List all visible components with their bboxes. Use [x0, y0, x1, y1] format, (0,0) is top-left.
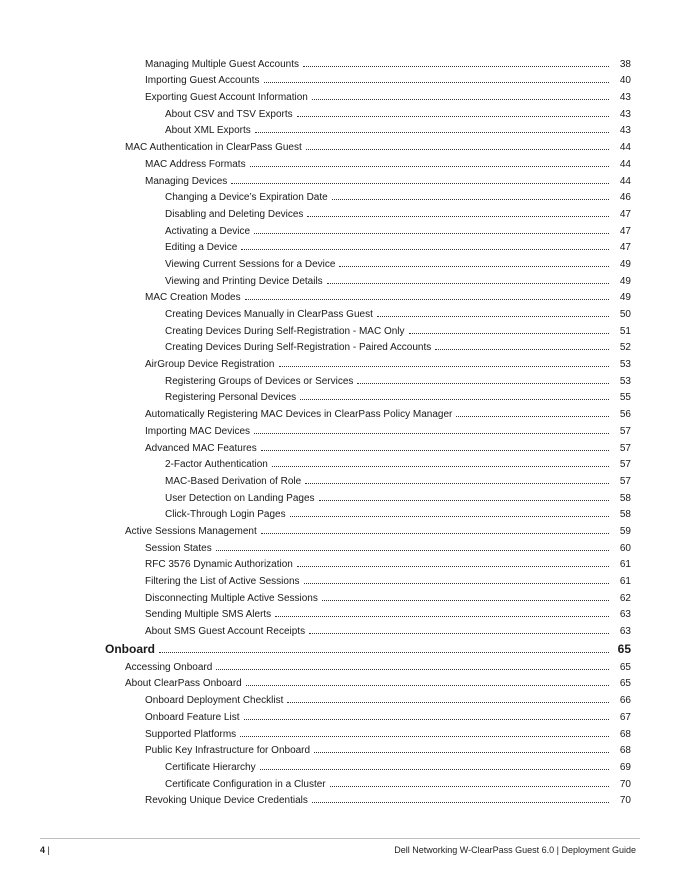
toc-entry-page: 44	[619, 158, 631, 170]
toc-entry-page: 60	[619, 542, 631, 554]
toc-entry-title: Exporting Guest Account Information	[145, 92, 308, 104]
dot-leader	[327, 283, 609, 284]
toc-entry-title: Registering Personal Devices	[165, 392, 297, 404]
toc-entry[interactable]	[0, 353, 680, 370]
toc-entry-title: About SMS Guest Account Receipts	[145, 626, 306, 638]
toc-entry-page: 53	[619, 359, 631, 371]
dot-leader	[305, 483, 609, 484]
toc-entry[interactable]	[0, 86, 680, 103]
toc-entry[interactable]	[0, 253, 680, 270]
toc-entry-page: 44	[619, 142, 631, 154]
toc-entry-page: 63	[619, 626, 631, 638]
toc-entry[interactable]	[0, 320, 680, 337]
page-number: 4	[40, 845, 46, 855]
toc-entry-title: Onboard Feature List	[145, 711, 240, 723]
footer-separator: |	[47, 845, 50, 855]
toc-entry-page: 46	[619, 192, 631, 204]
toc-entry-title: Automatically Registering MAC Devices in ClearPass Policy Manager	[145, 409, 453, 421]
dot-leader	[303, 66, 609, 67]
dot-leader	[216, 550, 609, 551]
footer-page-number	[40, 845, 50, 855]
dot-leader	[275, 616, 609, 617]
toc-entry-title: MAC Creation Modes	[145, 292, 241, 304]
toc-entry-title: Disabling and Deleting Devices	[165, 208, 304, 220]
toc-entry-page: 58	[619, 492, 631, 504]
dot-leader	[159, 652, 609, 653]
toc-entry-page: 47	[619, 208, 631, 220]
dot-leader	[297, 116, 609, 117]
toc-entry-page: 49	[619, 275, 631, 287]
toc-entry[interactable]	[0, 620, 680, 637]
toc-entry-page: 47	[619, 225, 631, 237]
toc-entry-page: 55	[619, 392, 631, 404]
dot-leader	[377, 316, 609, 317]
toc-entry[interactable]	[0, 470, 680, 487]
toc-entry-title: Managing Devices	[145, 175, 228, 187]
toc-entry[interactable]	[0, 287, 680, 304]
toc-entry-title: Importing MAC Devices	[145, 425, 251, 437]
toc-entry-title: Certificate Configuration in a Cluster	[165, 778, 326, 790]
toc-entry-page: 57	[619, 425, 631, 437]
toc-entry-page: 70	[619, 778, 631, 790]
toc-entry-title: Onboard Deployment Checklist	[145, 695, 284, 707]
toc-entry-title: Public Key Infrastructure for Onboard	[145, 745, 311, 757]
toc-entry[interactable]	[0, 604, 680, 621]
toc-entry-title: Activating a Device	[165, 225, 251, 237]
toc-entry-title: RFC 3576 Dynamic Authorization	[145, 559, 293, 571]
toc-entry[interactable]	[0, 740, 680, 757]
toc-entry-page: 44	[619, 175, 631, 187]
toc-entry-page: 49	[619, 258, 631, 270]
toc-entry-title: Click-Through Login Pages	[165, 509, 286, 521]
toc-entry-page: 68	[619, 728, 631, 740]
dot-leader	[254, 433, 609, 434]
toc-entry-page: 52	[619, 342, 631, 354]
dot-leader	[409, 333, 609, 334]
dot-leader	[255, 132, 609, 133]
dot-leader	[246, 685, 609, 686]
toc-entry[interactable]	[0, 706, 680, 723]
toc-entry-title: Session States	[145, 542, 212, 554]
dot-leader	[456, 416, 609, 417]
toc-entry-title: Viewing and Printing Device Details	[165, 275, 323, 287]
toc-entry-page: 70	[619, 795, 631, 807]
toc-entry-page: 51	[619, 325, 631, 337]
dot-leader	[330, 786, 609, 787]
toc-entry-title: Active Sessions Management	[125, 525, 257, 537]
toc-entry-page: 57	[619, 459, 631, 471]
toc-entry-title: Creating Devices During Self-Registration - Paired Accounts	[165, 342, 432, 354]
table-of-contents	[0, 53, 680, 806]
dot-leader	[261, 450, 609, 451]
toc-entry-page: 61	[619, 559, 631, 571]
toc-entry-page: 57	[619, 475, 631, 487]
dot-leader	[339, 266, 609, 267]
dot-leader	[240, 736, 609, 737]
toc-entry[interactable]	[0, 570, 680, 587]
toc-entry-page: 68	[619, 745, 631, 757]
toc-entry-page: 40	[619, 75, 631, 87]
toc-entry[interactable]	[0, 689, 680, 706]
dot-leader	[287, 702, 609, 703]
toc-entry-title: Editing a Device	[165, 242, 238, 254]
dot-leader	[272, 466, 609, 467]
toc-entry-title: Viewing Current Sessions for a Device	[165, 258, 336, 270]
dot-leader	[306, 149, 609, 150]
toc-entry-page: 57	[619, 442, 631, 454]
dot-leader	[279, 366, 610, 367]
dot-leader	[322, 600, 609, 601]
toc-entry-page: 65	[619, 678, 631, 690]
toc-entry-title: 2-Factor Authentication	[165, 459, 268, 471]
toc-entry-page: 63	[619, 609, 631, 621]
toc-entry[interactable]	[0, 487, 680, 504]
toc-entry[interactable]	[0, 120, 680, 137]
toc-entry-title: AirGroup Device Registration	[145, 359, 275, 371]
toc-entry[interactable]	[0, 303, 680, 320]
toc-entry-title: Creating Devices During Self-Registration - MAC Only	[165, 325, 405, 337]
toc-entry[interactable]	[0, 723, 680, 740]
toc-entry[interactable]	[0, 504, 680, 521]
toc-entry-page: 59	[619, 525, 631, 537]
toc-entry-title: Creating Devices Manually in ClearPass Guest	[165, 309, 373, 320]
toc-entry[interactable]	[0, 53, 680, 70]
toc-entry-title: About CSV and TSV Exports	[165, 108, 293, 120]
toc-entry[interactable]	[0, 136, 680, 153]
dot-leader	[244, 719, 610, 720]
toc-chapter-entry[interactable]	[0, 637, 680, 656]
toc-entry[interactable]	[0, 103, 680, 120]
toc-entry-page: 58	[619, 509, 631, 521]
toc-entry-page: 47	[619, 242, 631, 254]
toc-entry-title: MAC Address Formats	[145, 158, 246, 170]
dot-leader	[435, 349, 609, 350]
dot-leader	[319, 500, 609, 501]
footer-divider	[40, 838, 640, 839]
footer-document-title: Dell Networking W-ClearPass Guest 6.0 | Deployment Guide	[394, 845, 636, 855]
dot-leader	[260, 769, 609, 770]
dot-leader	[304, 583, 609, 584]
toc-entry[interactable]	[0, 454, 680, 471]
toc-entry-title: Revoking Unique Device Credentials	[145, 795, 308, 807]
dot-leader	[241, 249, 609, 250]
dot-leader	[312, 802, 609, 803]
toc-entry-title: Supported Platforms	[145, 728, 237, 740]
toc-entry[interactable]	[0, 520, 680, 537]
toc-entry[interactable]	[0, 790, 680, 807]
toc-entry[interactable]	[0, 387, 680, 404]
toc-entry[interactable]	[0, 673, 680, 690]
toc-entry-page: 65	[619, 661, 631, 673]
toc-entry-page: 43	[619, 125, 631, 137]
toc-entry-title: Sending Multiple SMS Alerts	[145, 609, 272, 621]
dot-leader	[300, 399, 609, 400]
toc-entry[interactable]	[0, 337, 680, 354]
toc-entry-title: Onboard	[105, 642, 155, 657]
toc-entry-page: 50	[619, 309, 631, 320]
dot-leader	[312, 99, 609, 100]
toc-entry-title: User Detection on Landing Pages	[165, 492, 315, 504]
toc-entry-title: About XML Exports	[165, 125, 251, 137]
dot-leader	[307, 216, 609, 217]
dot-leader	[309, 633, 609, 634]
toc-entry-title: Advanced MAC Features	[145, 442, 257, 454]
dot-leader	[357, 383, 609, 384]
dot-leader	[314, 752, 609, 753]
toc-entry[interactable]	[0, 773, 680, 790]
toc-entry-page: 43	[619, 108, 631, 120]
toc-entry-page: 53	[619, 375, 631, 387]
toc-entry-title: About ClearPass Onboard	[125, 678, 242, 690]
dot-leader	[231, 183, 609, 184]
toc-entry[interactable]	[0, 237, 680, 254]
toc-entry[interactable]	[0, 554, 680, 571]
toc-entry-page: 65	[617, 642, 631, 657]
toc-entry[interactable]	[0, 537, 680, 554]
toc-entry-title: MAC-Based Derivation of Role	[165, 475, 302, 487]
dot-leader	[264, 82, 609, 83]
dot-leader	[250, 166, 609, 167]
toc-entry-page: 62	[619, 592, 631, 604]
toc-entry-page: 49	[619, 292, 631, 304]
toc-entry[interactable]	[0, 756, 680, 773]
toc-entry-page: 66	[619, 695, 631, 707]
dot-leader	[216, 669, 609, 670]
toc-entry[interactable]	[0, 437, 680, 454]
dot-leader	[290, 516, 609, 517]
toc-entry-page: 61	[619, 576, 631, 587]
toc-entry[interactable]	[0, 70, 680, 87]
toc-entry-title: Managing Multiple Guest Accounts	[145, 58, 299, 70]
toc-entry-page: 43	[619, 92, 631, 104]
toc-entry-title: Accessing Onboard	[125, 661, 213, 673]
toc-entry-page: 67	[619, 711, 631, 723]
toc-entry-page: 56	[619, 409, 631, 421]
toc-entry-title: Importing Guest Accounts	[145, 75, 260, 87]
toc-entry[interactable]	[0, 656, 680, 673]
toc-entry[interactable]	[0, 220, 680, 237]
toc-entry[interactable]	[0, 587, 680, 604]
dot-leader	[297, 566, 609, 567]
dot-leader	[254, 233, 609, 234]
toc-entry[interactable]	[0, 203, 680, 220]
dot-leader	[332, 199, 609, 200]
toc-entry-title: Disconnecting Multiple Active Sessions	[145, 592, 318, 604]
toc-entry-page: 38	[619, 58, 631, 70]
dot-leader	[245, 299, 609, 300]
toc-entry-title: Changing a Device’s Expiration Date	[165, 192, 328, 204]
dot-leader	[261, 533, 609, 534]
toc-entry[interactable]	[0, 153, 680, 170]
toc-entry-title: Registering Groups of Devices or Services	[165, 375, 354, 387]
toc-entry-page: 69	[619, 761, 631, 773]
toc-entry-title: MAC Authentication in ClearPass Guest	[125, 142, 302, 154]
toc-entry[interactable]	[0, 187, 680, 204]
toc-entry-title: Filtering the List of Active Sessions	[145, 576, 300, 587]
toc-entry[interactable]	[0, 170, 680, 187]
toc-entry[interactable]	[0, 270, 680, 287]
toc-entry[interactable]	[0, 420, 680, 437]
toc-entry[interactable]	[0, 370, 680, 387]
toc-entry[interactable]	[0, 403, 680, 420]
toc-entry-title: Certificate Hierarchy	[165, 761, 256, 773]
